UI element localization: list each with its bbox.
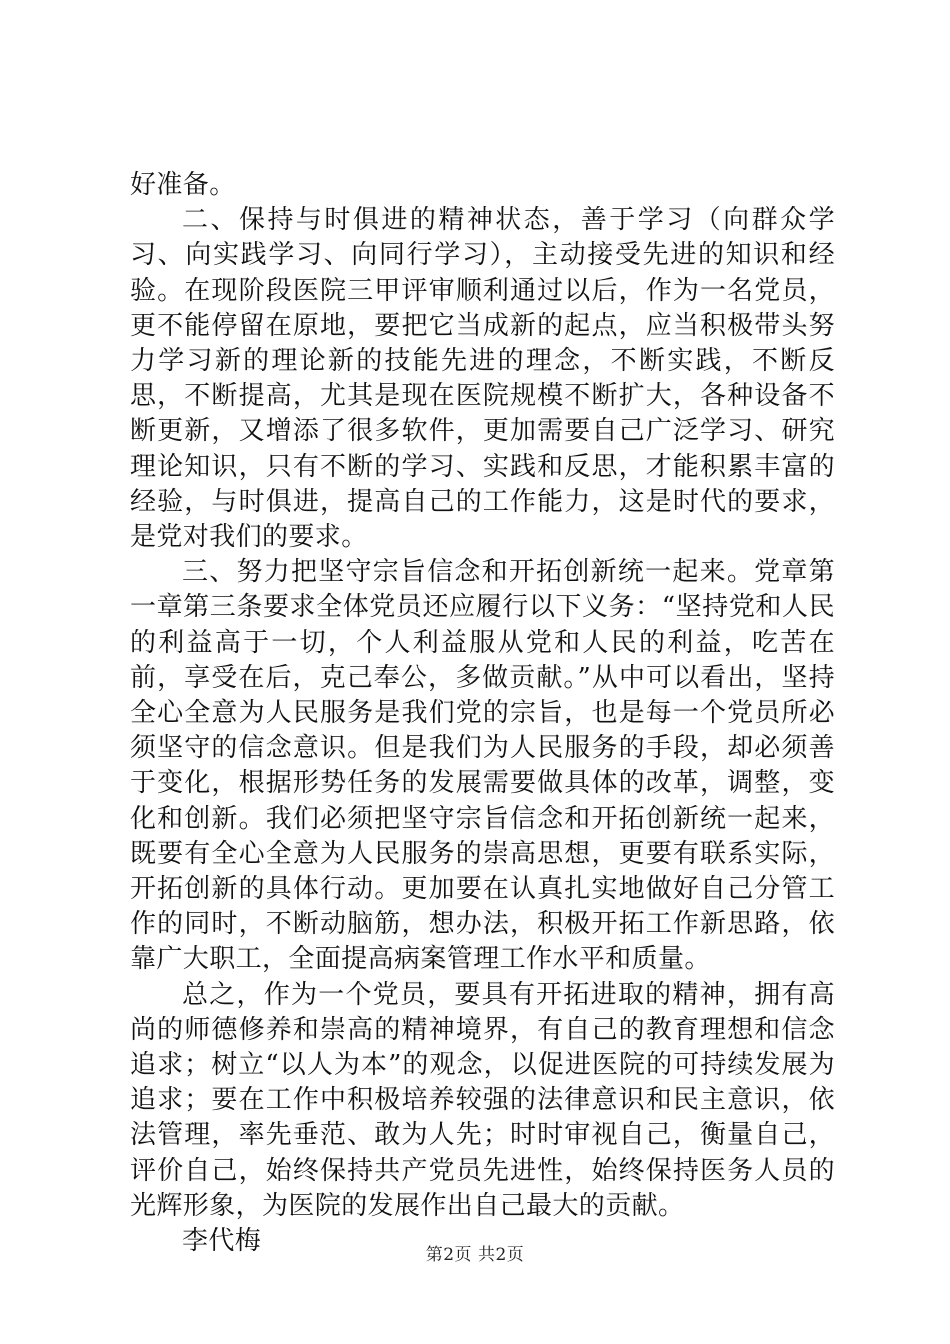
page-footer: 第2页 共2页 — [425, 1245, 525, 1265]
paragraph-section-two: 二、保持与时俱进的精神状态，善于学习（向群众学习、向实践学习、向同行学习），主动接受先进的知识和经验。在现阶段医院三甲评审顺利通过以后，作为一名党员，更不能停留在原地，要把它当成新的起点，应当积极带头努力学习新的理论新的技能先进的理念，不断实践，不断反思，不断提高，尤其是现在医院规模不断扩大，各种设备不断更新，又增添了很多软件，更加需要自己广泛学习、研究理论知识，只有不断的学习、实践和反思，才能积累丰富的经验，与时俱进，提高自己的工作能力，这是时代的要求，是党对我们的要求。 — [130, 205, 835, 553]
paragraph-section-three: 三、努力把坚守宗旨信念和开拓创新统一起来。党章第一章第三条要求全体党员还应履行以下义务：“坚持党和人民的利益高于一切，个人利益服从党和人民的利益，吃苦在前，享受在后，克己奉公，多做贡献。”从中可以看出，坚持全心全意为人民服务是我们党的宗旨，也是每一个党员所必须坚守的信念意识。但是我们为人民服务的手段，却必须善于变化，根据形势任务的发展需要做具体的改革，调整，变化和创新。我们必须把坚守宗旨信念和开拓创新统一起来，既要有全心全意为人民服务的崇高思想，更要有联系实际，开拓创新的具体行动。更加要在认真扎实地做好自己分管工作的同时，不断动脑筋，想办法，积极开拓工作新思路，依靠广大职工，全面提高病案管理工作水平和质量。 — [130, 557, 835, 975]
paragraph-conclusion: 总之，作为一个党员，要具有开拓进取的精神，拥有高尚的师德修养和崇高的精神境界，有自己的教育理想和信念追求；树立“以人为本”的观念，以促进医院的可持续发展为追求；要在工作中积极培养较强的法律意识和民主意识，依法管理，率先垂范、敢为人先；时时审视自己，衡量自己，评价自己，始终保持共产党员先进性，始终保持医务人员的光辉形象，为医院的发展作出自己最大的贡献。 — [130, 979, 835, 1221]
paragraph-continuation: 好准备。 — [130, 170, 236, 200]
document-body — [130, 168, 835, 1259]
author-signature: 李代梅 — [182, 1226, 262, 1257]
